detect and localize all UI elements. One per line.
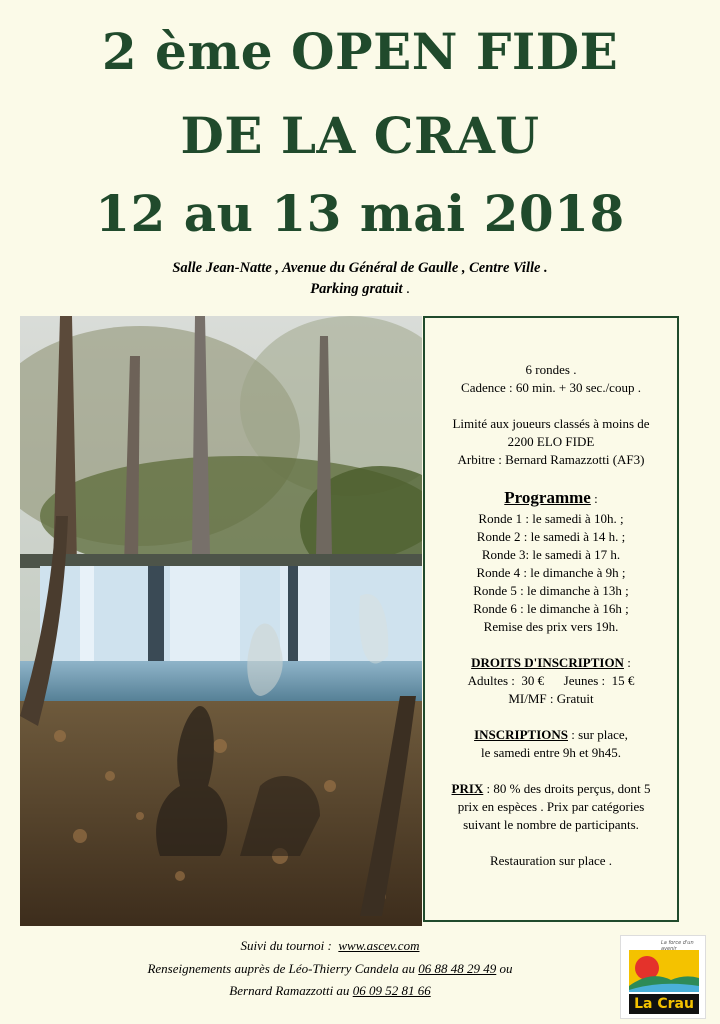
parking-text: Parking gratuit — [310, 281, 403, 297]
contact-suffix: ou — [496, 961, 513, 976]
fees-free: MI/MF : Gratuit — [508, 691, 594, 706]
waterfall-photo — [20, 316, 422, 926]
inscriptions-title: INSCRIPTIONS — [474, 727, 568, 742]
title-line-1: 2 ème OPEN FIDE — [101, 22, 619, 81]
rounds-text: 6 rondes . — [525, 362, 577, 377]
fees-colon: : — [623, 655, 631, 670]
cadence-text: Cadence : 60 min. + 30 sec./coup . — [461, 380, 641, 395]
schedule-item: Ronde 1 : le samedi à 10h. ; — [478, 511, 624, 526]
contact-prefix: Renseignements auprès de Léo-Thierry Candela au — [147, 961, 419, 976]
prize-text-2: prix en espèces . Prix par catégories — [457, 799, 645, 814]
logo-tagline: La force d'un avenir — [661, 940, 694, 952]
parking-dot: . — [402, 281, 410, 297]
venue-parking — [0, 279, 720, 299]
waterfall-photo-illustration — [20, 316, 422, 926]
tournament-info-box — [423, 316, 679, 922]
programme-title: Programme — [504, 488, 591, 507]
phone-link-2[interactable]: 06 09 52 81 66 — [352, 983, 431, 998]
footer-follow — [60, 937, 600, 955]
fees-title: DROITS D'INSCRIPTION — [471, 655, 624, 670]
prize-title: PRIX — [451, 781, 484, 796]
title-dates: 12 au 13 mai 2018 — [95, 184, 625, 243]
limit-text-2: 2200 ELO FIDE — [507, 434, 595, 449]
arbiter-text: Arbitre : Bernard Ramazzotti (AF3) — [457, 452, 645, 467]
schedule-item: Ronde 2 : le samedi à 14 h. ; — [476, 529, 626, 544]
schedule-item: Remise des prix vers 19h. — [483, 619, 619, 634]
follow-label: Suivi du tournoi : — [240, 938, 339, 953]
logo-name: La Crau — [629, 994, 699, 1014]
limit-text-1: Limité aux joueurs classés à moins de — [452, 416, 650, 431]
footer-contact-2 — [60, 982, 600, 1000]
venue-address: Salle Jean-Natte , Avenue du Général de Gaulle , Centre Ville . — [172, 260, 548, 276]
contact2-prefix: Bernard Ramazzotti au — [229, 983, 353, 998]
schedule-item: Ronde 3: le samedi à 17 h. — [481, 547, 621, 562]
footer-contact-1 — [60, 960, 600, 978]
website-link[interactable]: www.ascev.com — [338, 938, 420, 953]
schedule-item: Ronde 5 : le dimanche à 13h ; — [473, 583, 629, 598]
title-line-2: DE LA CRAU — [180, 106, 540, 165]
phone-link-1[interactable]: 06 88 48 29 49 — [418, 961, 497, 976]
schedule-item: Ronde 6 : le dimanche à 16h ; — [473, 601, 629, 616]
fees-heading — [425, 654, 677, 672]
catering-text: Restauration sur place . — [489, 853, 612, 868]
la-crau-logo — [620, 935, 706, 1019]
prize-text-3: suivant le nombre de participants. — [463, 817, 639, 832]
inscriptions-rest: : sur place, — [568, 727, 628, 742]
schedule-item: Ronde 4 : le dimanche à 9h ; — [476, 565, 626, 580]
prize-heading — [425, 780, 677, 798]
fees-prices: Adultes : 30 € Jeunes : 15 € — [467, 673, 635, 688]
inscriptions-heading — [425, 726, 677, 744]
programme-colon: : — [590, 491, 598, 506]
prize-rest: : 80 % des droits perçus, dont 5 — [483, 781, 651, 796]
inscriptions-time: le samedi entre 9h et 9h45. — [480, 745, 622, 760]
programme-heading — [425, 487, 677, 510]
